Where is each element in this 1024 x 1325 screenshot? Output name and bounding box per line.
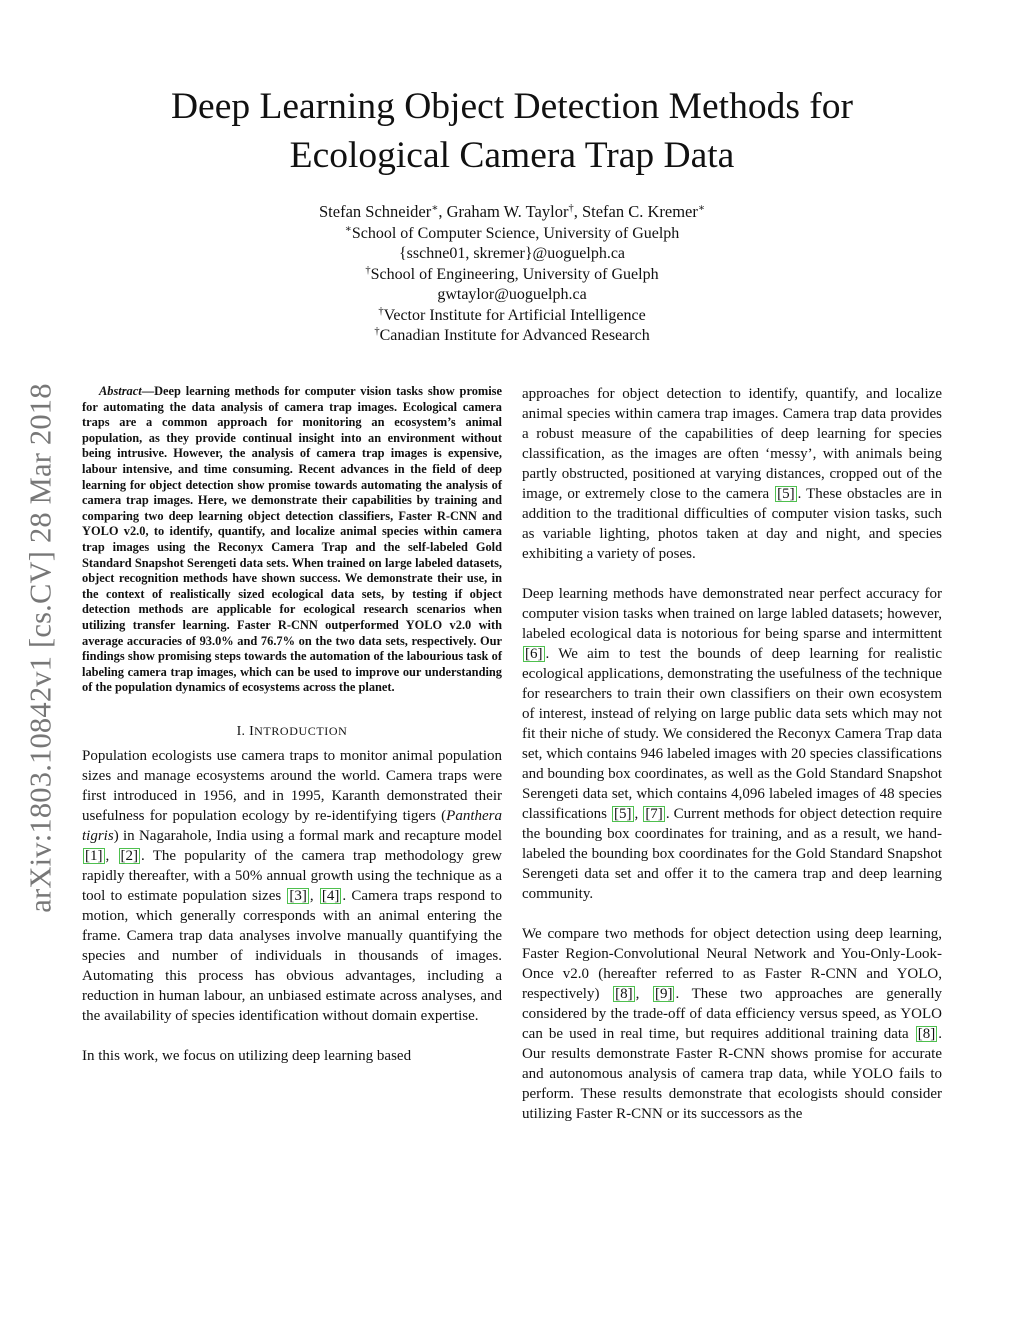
affiliation-2: [180, 265, 844, 286]
text-run: . These two approaches are generally considered by the trade-off of data efficiency versus speed, as YOLO can be used in real time, but requires additional training data: [522, 986, 943, 1042]
text-run: Population ecologists use camera traps to monitor animal population sizes and manage ecosystems around the world. Camera traps were first introduced in 1956, and in 1995, Karanth demonstrated their usefulness for population ecology by re-identifying tigers (: [82, 747, 502, 824]
citation-link[interactable]: [5]: [777, 486, 795, 502]
text-run: ,: [309, 887, 319, 904]
section-title-rest: NTRODUCTION: [254, 723, 348, 738]
intro-paragraph-2: In this work, we focus on utilizing deep learning based: [82, 1047, 412, 1064]
right-paragraph-1: [522, 384, 942, 564]
citation-link[interactable]: [1]: [85, 847, 103, 864]
author-1-mark: ∗: [431, 203, 439, 214]
text-run: . These obstacles are in addition to the traditional difficulties of computer vision tasks, such as variable lighting, photos taken at day and night, and species exhibiting a variety of poses.: [522, 486, 942, 562]
citation-link[interactable]: [8]: [615, 986, 633, 1002]
affiliation-3-text: Vector Institute for Artificial Intelligence: [383, 306, 646, 324]
text-run: approaches for object detection to identify, quantify, and localize animal species within camera trap images. Camera trap data provides a robust measure of the capabilities of deep learning for species classification, as the images are often ‘messy’, with animals being partly obstructed, positioned at varying distances, cropped out of the image, or extremely close to the camera: [522, 386, 942, 502]
affiliation-4: [180, 326, 844, 347]
abstract-label: Abstract: [99, 384, 142, 398]
email-1: {sschne01, skremer}@uoguelph.ca: [398, 245, 626, 262]
affiliation-4-mark: †: [374, 326, 380, 337]
affiliation-1-mark: ∗: [344, 223, 352, 235]
intro-paragraph-1: [82, 746, 502, 1026]
right-paragraph-3: [522, 924, 942, 1124]
affiliation-1-text: School of Computer Science, University of Guelph: [351, 224, 680, 242]
text-run: . Current methods for object detection require the bounding box coordinates for training, and as a result, we hand-labeled the bounding box coordinates for the Gold Standard Snapshot Serengeti data set and offer it to the camera trap and deep learning community.: [522, 806, 943, 902]
abstract: [82, 384, 502, 696]
text-run: . Our results demonstrate Faster R-CNN shows promise for accurate and autonomous analysis of camera trap data, while YOLO fails to perform. These results demonstrate that ecologists should consider utilizing Faster R-CNN or its successors as the: [522, 1026, 942, 1122]
text-run: . We aim to test the bounds of deep learning for realistic ecological applications, demonstrating the usefulness of the technique for researchers to train their own classifiers on their own ecosystem of interest, instead of relying on large public data sets which may not fit their niche of study. We considered the Reconyx Camera Trap data set, which contains 946 labeled images with 20 species classifications and bounding box coordinates, as well as the Gold Standard Snapshot Serengeti data set, which contains 4,096 labeled images of 48 species classifications: [522, 646, 942, 822]
text-run: ) in Nagarahole, India using a formal mark and recapture model: [113, 827, 502, 844]
species-name: Panthera tigris: [82, 807, 502, 844]
title-line-2: Ecological Camera Trap Data: [289, 135, 735, 176]
affiliation-3-mark: †: [378, 305, 384, 317]
text-run: We compare two methods for object detection using deep learning, Faster Region-Convolutional Neural Network and You-Only-Look-Once v2.0 (hereafter referred to as Faster R-CNN and YOLO, respectively): [522, 926, 942, 1002]
section-heading-introduction: [82, 721, 502, 742]
author-3-mark: ∗: [697, 203, 706, 214]
author-3: , Stefan C. Kremer: [573, 202, 698, 221]
text-run: ,: [105, 847, 118, 864]
abstract-dash: —: [141, 384, 155, 398]
citation-link[interactable]: [3]: [289, 887, 307, 904]
right-column: [522, 384, 942, 1144]
arxiv-id-text: arXiv:1803.10842v1 [cs.CV] 28 Mar 2018: [23, 383, 58, 913]
paper-title: [100, 82, 924, 180]
title-line-1: Deep Learning Object Detection Methods for: [170, 86, 854, 127]
author-2: , Graham W. Taylor: [438, 202, 569, 221]
abstract-text: Deep learning methods for computer vision tasks show promise for automating the data analysis of camera trap images. Ecological camera traps are a common approach for monitoring an ecosystem’s animal population, as they provide continual insight into an environment without being intrusive. However, the analysis of camera trap images is expensive, labour intensive, and time consuming. Recent advances in the field of deep learning for object detection show promise towards automating the analysis of camera trap images. Here, we demonstrate their capabilities by training and comparing two deep learning object detection classifiers, Faster R-CNN and YOLO v2.0, to identify, quantify, and localize animal species within camera trap images using the Reconyx Camera Trap and the self-labeled Gold Standard Snapshot Serengeti data sets. When trained on large labeled datasets, object recognition methods have shown success. We demonstrate their use, in the context of realistically sized ecological data sets, by testing if object detection methods are applicable for ecological research scenarios when utilizing transfer learning. Faster R-CNN outperformed YOLO v2.0 with average accuracies of 93.0% and 76.7% on the two data sets, respectively. Our findings show promising steps towards the automation of the labourious task of labeling camera trap images, which can be used to improve our understanding of the population dynamics of ecosystems across the planet.: [82, 384, 502, 695]
citation-link[interactable]: [5]: [614, 806, 632, 822]
citation-link[interactable]: [6]: [525, 646, 543, 662]
affiliation-1: [180, 224, 844, 245]
text-run: ,: [635, 986, 652, 1002]
citation-link[interactable]: [8]: [917, 1026, 936, 1042]
affiliation-2-mark: †: [365, 264, 371, 276]
citation-link[interactable]: [2]: [120, 847, 138, 864]
email-2: gwtaylor@uoguelph.ca: [437, 286, 587, 303]
affiliation-3: [180, 306, 844, 327]
citation-link[interactable]: [9]: [654, 986, 673, 1002]
author-1: Stefan Schneider: [318, 202, 432, 221]
author-2-mark: †: [568, 203, 574, 214]
text-run: ,: [634, 806, 643, 822]
section-initial: I: [249, 723, 255, 739]
affiliation-2-text: School of Engineering, University of Guelph: [370, 265, 659, 283]
text-run: . Camera traps respond to motion, which generally corresponds with an animal entering the frame. Camera trap data analyses involve manually quantifying the species and number of individuals in thousands of images. Automating this process has obvious advantages, including a reduction in human labour, an unbiased estimate across analyses, and the availability of species identification without domain expertise.: [82, 887, 502, 1024]
text-run: Deep learning methods have demonstrated near perfect accuracy for computer vision tasks when trained on large labled datasets; however, labeled ecological data is notorious for being sparse and intermittent: [522, 586, 942, 642]
left-column: [82, 384, 502, 1086]
text-run: . The popularity of the camera trap methodology grew rapidly thereafter, with a 50% annual growth using the technique as a tool to estimate population sizes: [82, 847, 502, 904]
citation-link[interactable]: [7]: [645, 806, 663, 822]
citation-link[interactable]: [4]: [321, 887, 340, 904]
author-names: [180, 202, 844, 223]
affiliation-4-text: Canadian Institute for Advanced Research: [379, 327, 650, 344]
section-numeral: I.: [236, 723, 250, 739]
right-paragraph-2: [522, 584, 942, 904]
author-block: [180, 202, 844, 347]
